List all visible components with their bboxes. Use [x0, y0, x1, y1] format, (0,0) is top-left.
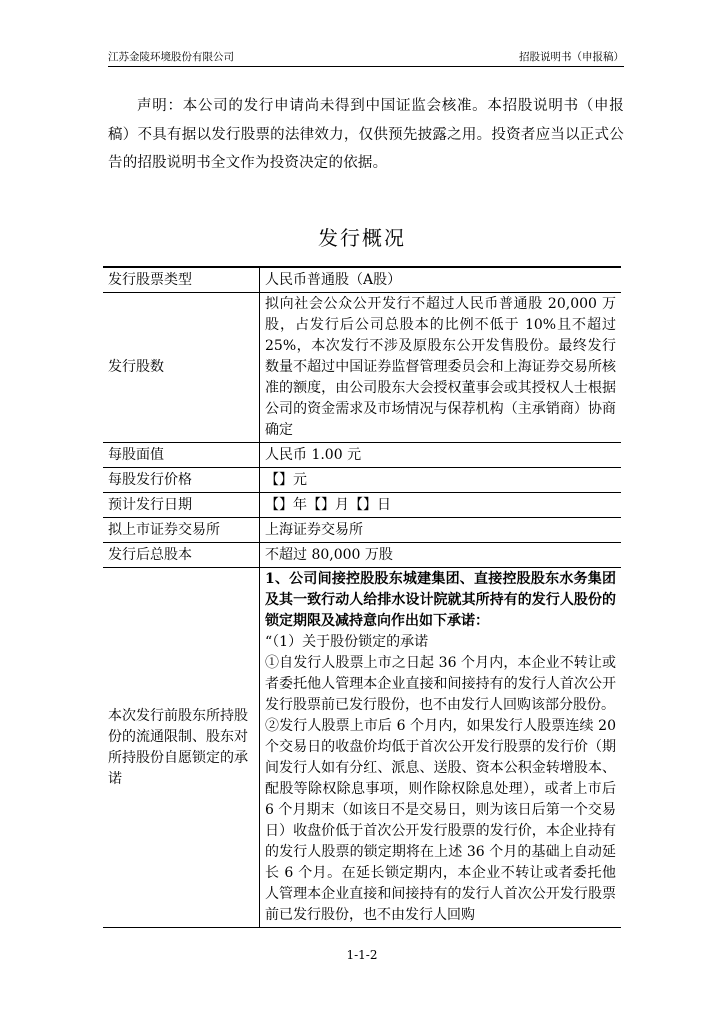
row-label: 每股面值 — [103, 443, 260, 468]
row-label: 本次发行前股东所持股份的流通限制、股东对所持股份自愿锁定的承诺 — [103, 568, 260, 928]
table-row — [103, 468, 621, 493]
row-value: 上海证券交易所 — [260, 518, 622, 543]
page-number: 1-1-2 — [346, 948, 378, 962]
header-document-type: 招股说明书（申报稿） — [519, 51, 624, 63]
row-value: 【】元 — [260, 468, 622, 493]
page-header — [108, 48, 624, 67]
table-row — [103, 293, 621, 443]
table-row — [103, 543, 621, 568]
row-label: 拟上市证券交易所 — [103, 518, 260, 543]
row-value: 人民币 1.00 元 — [260, 443, 622, 468]
table-row — [103, 518, 621, 543]
row-value: 【】年【】月【】日 — [260, 493, 622, 518]
offering-overview-table — [103, 266, 621, 928]
row-value — [260, 568, 622, 928]
header-company-name: 江苏金陵环境股份有限公司 — [108, 51, 234, 63]
table-row — [103, 493, 621, 518]
table-row — [103, 443, 621, 468]
disclaimer-notice: 声明：本公司的发行申请尚未得到中国证监会核准。本招股说明书（申报稿）不具有据以发行股票的法律效力，仅供预先披露之用。投资者应当以正式公告的招股说明书全文作为投资决定的依据。 — [108, 98, 624, 171]
section-title: 发行概况 — [318, 226, 406, 250]
table-row — [103, 568, 621, 928]
row-label: 预计发行日期 — [103, 493, 260, 518]
row-value: 人民币普通股（A股） — [260, 267, 622, 293]
row-label: 发行股票类型 — [103, 267, 260, 293]
commitment-item-1: ①自发行人股票上市之日起 36 个月内，本企业不转让或者委托他人管理本企业直接和间接持有的发行人首次公开发行股票前已发行股份，也不由发行人回购该部分股份。 — [265, 655, 616, 713]
commitment-heading: 1、公司间接控股股东城建集团、直接控股股东水务集团及其一致行动人给排水设计院就其所持有的发行人股份的锁定期限及减持意向作出如下承诺： — [265, 571, 616, 629]
table-row — [103, 267, 621, 293]
row-label: 发行股数 — [103, 293, 260, 443]
commitment-item-2: ②发行人股票上市后 6 个月内，如果发行人股票连续 20 个交易日的收盘价均低于首次公开发行股票的发行价（期间发行人如有分红、派息、送股、资本公积金转增股本、配股等除权除息事项，则作除权除息处理），或者上市后 6 个月期末（如该日不是交易日，则为该日后第一个交易日）收盘价低于首次公开发行股票的发行价，本企业持有的发行人股票的锁定期将在上述 36 个月的基础上自动延长 6 个月。在延长锁定期内，本企业不转让或者委托他人管理本企业直接和间接持有的发行人首次公开发行股票前已发行股份，也不由发行人回购 — [265, 718, 616, 923]
row-label: 发行后总股本 — [103, 543, 260, 568]
commitment-subheading: “（1）关于股份锁定的承诺 — [265, 634, 429, 650]
row-value: 不超过 80,000 万股 — [260, 543, 622, 568]
row-value: 拟向社会公众公开发行不超过人民币普通股 20,000 万股，占发行后公司总股本的比例不低于 10%且不超过 25%，本次发行不涉及原股东公开发售股份。最终发行数量不超过中国证券监督管理委员会和上海证券交易所核准的额度，由公司股东大会授权董事会或其授权人士根据公司的资金需求及市场情况与保荐机构（主承销商）协商确定 — [260, 293, 622, 443]
row-label: 每股发行价格 — [103, 468, 260, 493]
